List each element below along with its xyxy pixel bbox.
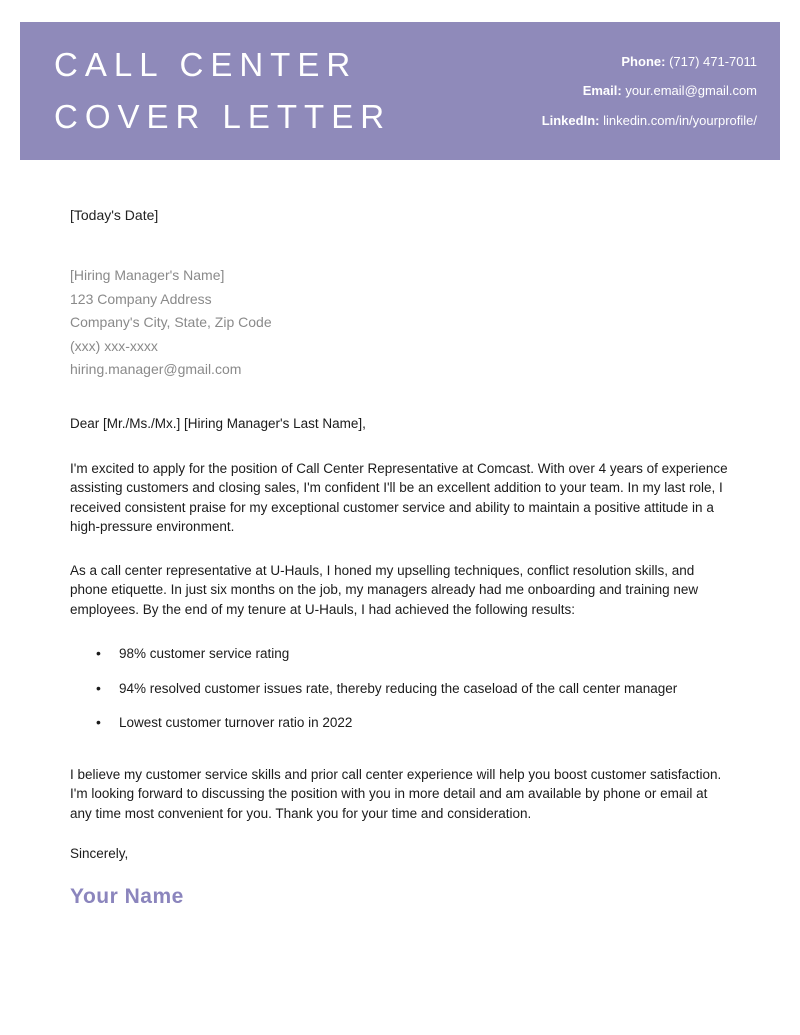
list-item-turnover-ratio: • Lowest customer turnover ratio in 2022 xyxy=(96,713,732,733)
email-label: Email: xyxy=(582,83,622,99)
list-item-resolved-rate: • 94% resolved customer issues rate, thereby reducing the caseload of the call center manager xyxy=(96,679,732,699)
contact-linkedin xyxy=(542,106,757,136)
contact-phone xyxy=(542,47,757,77)
contact-email xyxy=(542,76,757,106)
results-list xyxy=(70,644,732,733)
recipient-city-state-zip: Company's City, State, Zip Code xyxy=(70,314,272,330)
letter-body xyxy=(70,160,732,909)
contact-info xyxy=(542,47,757,136)
linkedin-value: linkedin.com/in/yourprofile/ xyxy=(599,112,757,128)
paragraph-intro: I'm excited to apply for the position of Call Center Representative at Comcast. With over 4 years of experience assisting customers and closing sales, I'm confident I'll be an excellent addition to your team. In my last role, I received consistent praise for my exceptional customer service and ability to maintain a positive attitude in a high-pressure environment. xyxy=(70,460,728,534)
recipient-phone: (xxx) xxx-xxxx xyxy=(70,337,158,354)
date-placeholder: [Today's Date] xyxy=(70,207,159,223)
linkedin-label: LinkedIn: xyxy=(541,112,600,128)
recipient-email: hiring.manager@gmail.com xyxy=(70,361,242,377)
recipient-block xyxy=(70,264,732,382)
paragraph-closing: I believe my customer service skills and prior call center experience will help you boost customer satisfaction. I'm looking forward to discussing the position with you in more detail and am available by phone or email at any time most convenient for you. Thank you for your time and consideration. xyxy=(70,766,722,821)
recipient-address: 123 Company Address xyxy=(70,290,212,307)
document-title xyxy=(54,39,391,143)
phone-label: Phone: xyxy=(621,53,666,69)
signature-name: Your Name xyxy=(70,885,184,908)
title-line-2: COVER LETTER xyxy=(54,98,392,135)
title-line-1: CALL CENTER xyxy=(54,46,358,83)
recipient-name: [Hiring Manager's Name] xyxy=(70,267,225,283)
header-banner xyxy=(20,22,780,160)
paragraph-experience: As a call center representative at U-Hauls, I honed my upselling techniques, conflict resolution skills, and phone etiquette. In just six months on the job, my managers already had me onboarding and training new employees. By the end of my tenure at U-Hauls, I had achieved the following results: xyxy=(70,562,699,617)
signoff: Sincerely, xyxy=(70,846,129,861)
greeting: Dear [Mr./Ms./Mx.] [Hiring Manager's Last Name], xyxy=(70,415,366,431)
phone-value: (717) 471-7011 xyxy=(665,53,757,69)
email-value: your.email@gmail.com xyxy=(621,83,757,99)
list-item-service-rating: • 98% customer service rating xyxy=(96,644,732,664)
